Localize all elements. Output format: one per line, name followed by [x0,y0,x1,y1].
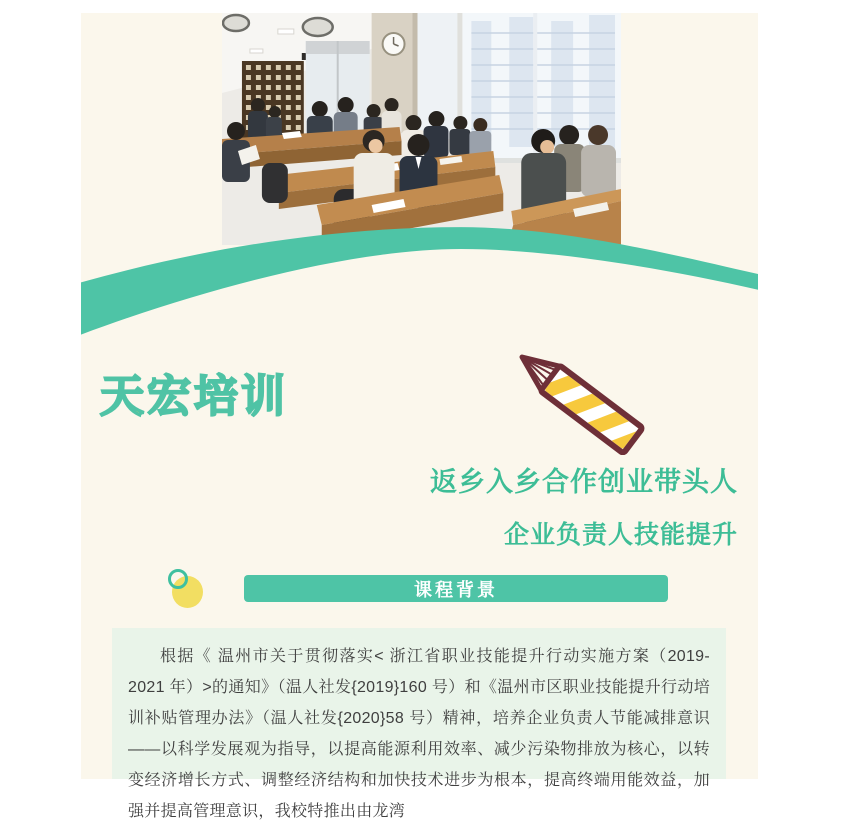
headline-line2: 企业负责人技能提升 [503,521,738,549]
headline-line1: 返乡入乡合作创业带头人 [430,467,738,497]
section-banner [244,575,668,602]
course-background-paragraph: 根据《 温州市关于贯彻落实< 浙江省职业技能提升行动实施方案（2019-2021 年）>的通知》（温人社发{2019}160 号）和《温州市区职业技能提升行动培训补贴管理办法》（温人社发{2020}58 号）精神，培养企业负责人节能减排意识——以科学发展观为指导，以提高能源利用效率、减少污染物排放为核心，以转变经济增长方式、调整经济结构和加快技术进步为根本，提高终端用能效益，加强并提高管理意识，我校特推出由龙湾 [128,648,710,820]
section-title: 课程背景 [414,579,498,600]
brand-title: 天宏培训 [100,372,288,421]
swoosh-divider [81,225,758,345]
classroom-photo [222,13,621,245]
pencil-icon [514,343,666,455]
teal-ring-decoration [168,569,188,589]
course-background-box [112,628,726,820]
classroom-photo-illustration [222,13,621,245]
article-card [81,13,758,820]
